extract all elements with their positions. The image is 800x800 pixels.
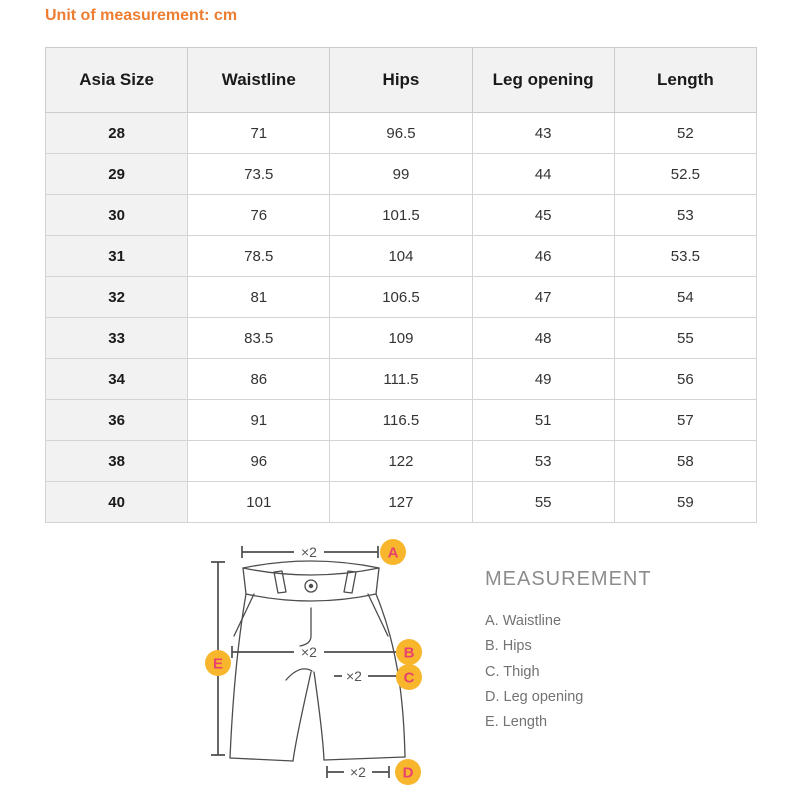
shorts-sketch <box>230 561 405 761</box>
legend-item: D. Leg opening <box>485 688 584 705</box>
value-cell: 53 <box>472 441 614 482</box>
value-cell: 48 <box>472 318 614 359</box>
size-table-body <box>46 113 757 523</box>
badge-a-letter: A <box>387 544 399 562</box>
size-cell: 30 <box>46 195 188 236</box>
waist-multiplier-label: ×2 <box>301 544 317 560</box>
legend-item: C. Thigh <box>485 663 540 680</box>
table-row <box>46 441 757 482</box>
size-cell: 28 <box>46 113 188 154</box>
value-cell: 55 <box>614 318 756 359</box>
shorts-measurement-diagram <box>188 532 448 792</box>
value-cell: 53.5 <box>614 236 756 277</box>
size-cell: 40 <box>46 482 188 523</box>
value-cell: 116.5 <box>330 400 472 441</box>
value-cell: 52.5 <box>614 154 756 195</box>
value-cell: 91 <box>188 400 330 441</box>
measurement-legend <box>485 568 735 735</box>
table-row <box>46 195 757 236</box>
pocket-left <box>234 594 254 636</box>
table-row <box>46 359 757 400</box>
value-cell: 127 <box>330 482 472 523</box>
value-cell: 49 <box>472 359 614 400</box>
badge-c <box>396 664 422 690</box>
badge-b <box>396 639 422 665</box>
size-cell: 38 <box>46 441 188 482</box>
thigh-multiplier-label: ×2 <box>346 668 362 684</box>
value-cell: 73.5 <box>188 154 330 195</box>
value-cell: 71 <box>188 113 330 154</box>
value-cell: 109 <box>330 318 472 359</box>
unit-of-measurement-note: Unit of measurement: cm <box>45 7 238 24</box>
header-length: Length <box>614 48 756 113</box>
value-cell: 99 <box>330 154 472 195</box>
value-cell: 96.5 <box>330 113 472 154</box>
value-cell: 45 <box>472 195 614 236</box>
measurement-legend-list <box>485 609 735 735</box>
value-cell: 56 <box>614 359 756 400</box>
value-cell: 59 <box>614 482 756 523</box>
table-row <box>46 318 757 359</box>
belt-loop-right <box>344 571 356 593</box>
table-row <box>46 154 757 195</box>
value-cell: 47 <box>472 277 614 318</box>
badge-d-letter: D <box>402 764 414 782</box>
header-row <box>46 48 757 113</box>
value-cell: 76 <box>188 195 330 236</box>
size-cell: 34 <box>46 359 188 400</box>
size-cell: 32 <box>46 277 188 318</box>
value-cell: 78.5 <box>188 236 330 277</box>
measure-line-waist <box>242 544 378 560</box>
badge-e-letter: E <box>212 655 224 673</box>
size-cell: 33 <box>46 318 188 359</box>
value-cell: 51 <box>472 400 614 441</box>
value-cell: 122 <box>330 441 472 482</box>
header-leg-opening: Leg opening <box>472 48 614 113</box>
value-cell: 104 <box>330 236 472 277</box>
table-row <box>46 482 757 523</box>
value-cell: 54 <box>614 277 756 318</box>
size-cell: 31 <box>46 236 188 277</box>
table-row <box>46 400 757 441</box>
value-cell: 111.5 <box>330 359 472 400</box>
value-cell: 83.5 <box>188 318 330 359</box>
measure-line-hips <box>232 644 400 660</box>
legend-item: A. Waistline <box>485 613 562 629</box>
size-chart-header <box>46 48 757 113</box>
header-waistline: Waistline <box>188 48 330 113</box>
measure-line-thigh <box>334 668 399 684</box>
legend-item: E. Length <box>485 714 548 731</box>
table-row <box>46 113 757 154</box>
value-cell: 101.5 <box>330 195 472 236</box>
value-cell: 96 <box>188 441 330 482</box>
size-cell: 29 <box>46 154 188 195</box>
value-cell: 81 <box>188 277 330 318</box>
value-cell: 52 <box>614 113 756 154</box>
value-cell: 46 <box>472 236 614 277</box>
badge-b-letter: B <box>403 644 415 662</box>
measure-line-leg-opening <box>327 764 389 780</box>
value-cell: 101 <box>188 482 330 523</box>
badge-e <box>205 650 231 676</box>
size-chart-table <box>45 47 757 523</box>
value-cell: 43 <box>472 113 614 154</box>
header-hips: Hips <box>330 48 472 113</box>
badge-d <box>395 759 421 785</box>
size-cell: 36 <box>46 400 188 441</box>
value-cell: 55 <box>472 482 614 523</box>
badge-a <box>380 539 406 565</box>
table-row <box>46 277 757 318</box>
value-cell: 58 <box>614 441 756 482</box>
value-cell: 44 <box>472 154 614 195</box>
value-cell: 86 <box>188 359 330 400</box>
measurement-legend-title: MEASUREMENT <box>485 568 652 590</box>
legend-item: B. Hips <box>485 638 532 655</box>
header-asia-size: Asia Size <box>46 48 188 113</box>
badge-c-letter: C <box>403 669 415 687</box>
value-cell: 53 <box>614 195 756 236</box>
value-cell: 106.5 <box>330 277 472 318</box>
leg-opening-multiplier-label: ×2 <box>350 764 366 780</box>
hips-multiplier-label: ×2 <box>301 644 317 660</box>
table-row <box>46 236 757 277</box>
fly-seam <box>300 608 311 646</box>
value-cell: 57 <box>614 400 756 441</box>
